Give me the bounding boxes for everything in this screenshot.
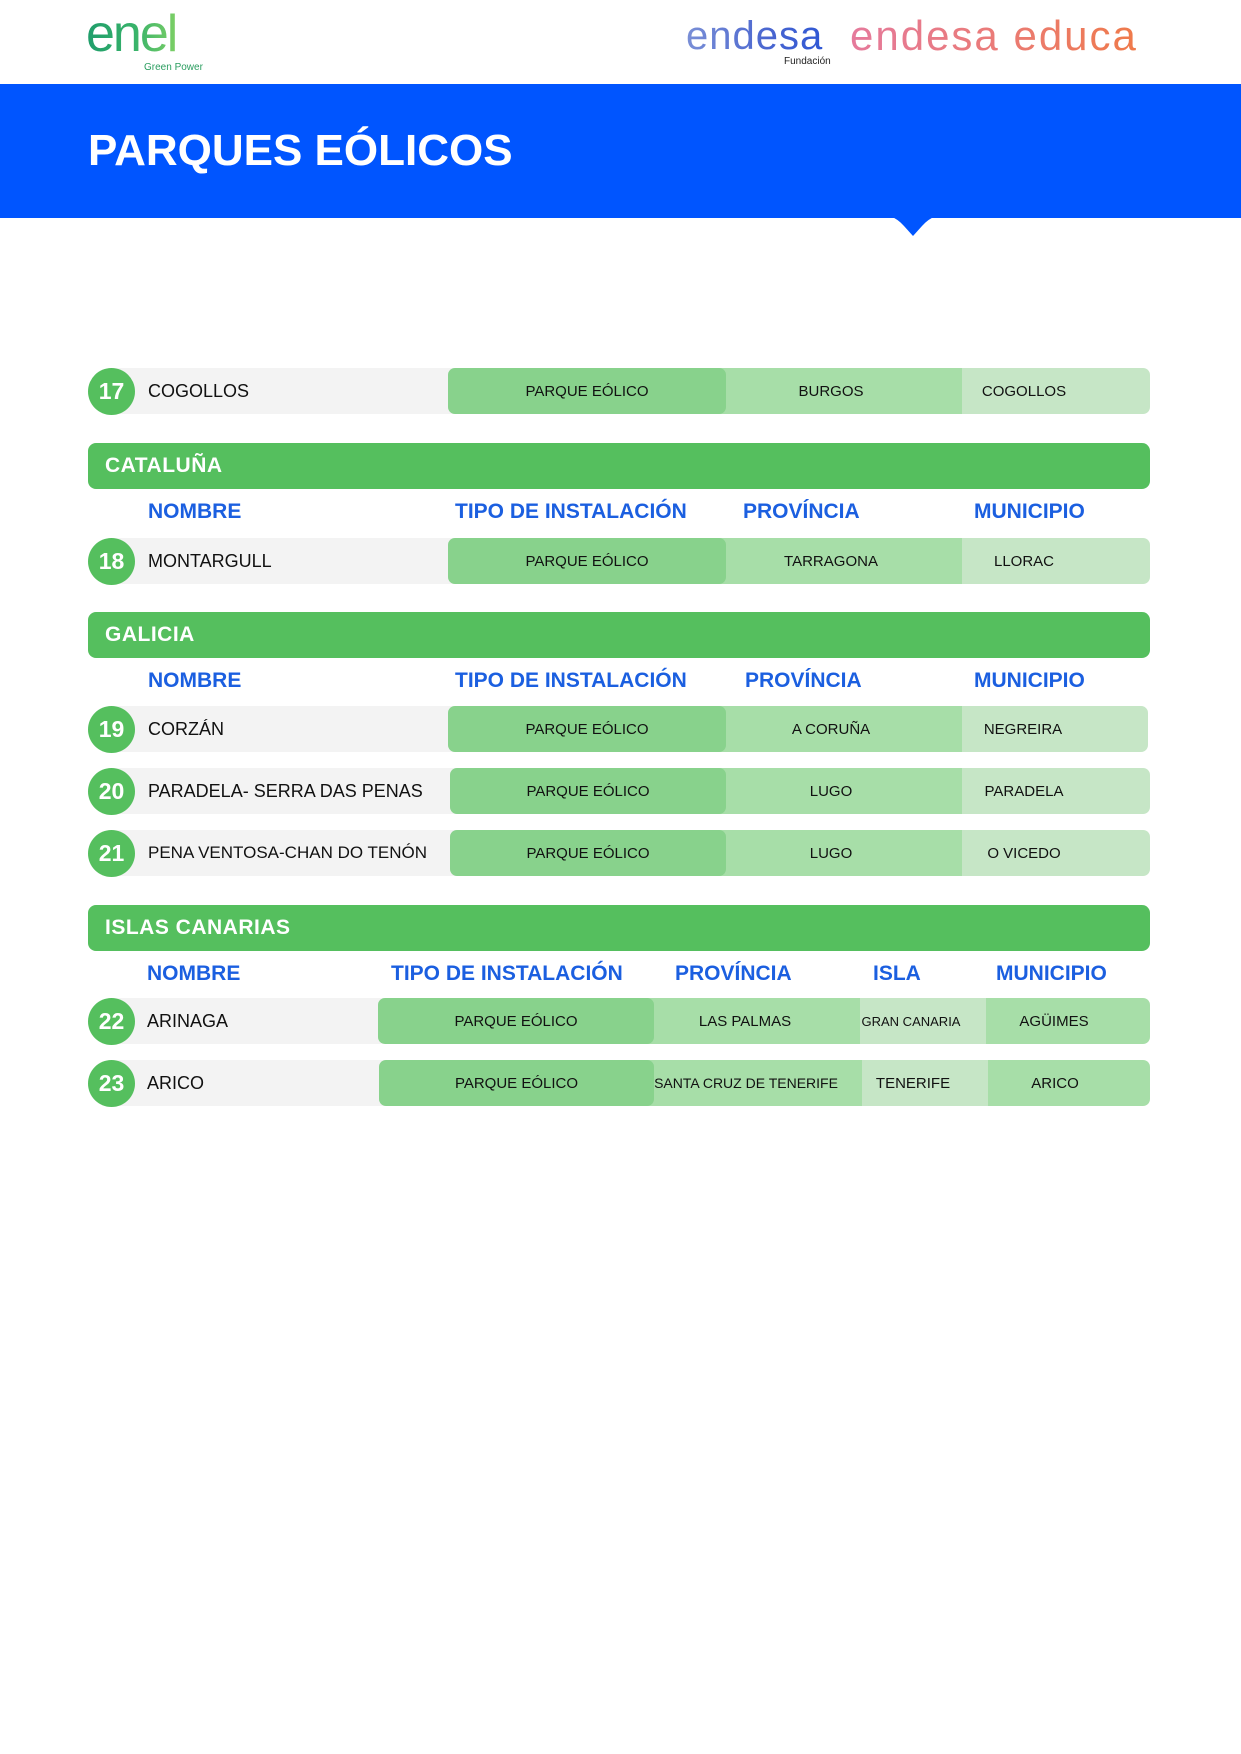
table-row: [88, 1060, 1150, 1106]
table-row: [88, 998, 1150, 1044]
park-name: PARADELA- SERRA DAS PENAS: [148, 781, 423, 801]
top-logo-bar: [0, 0, 1241, 84]
municipio-cell: PARADELA: [898, 768, 1150, 814]
municipio-cell: COGOLLOS: [898, 368, 1150, 414]
enel-logo: [86, 5, 216, 76]
column-header-municipio: MUNICIPIO: [974, 669, 1085, 692]
municipio-cell: ARICO: [960, 1060, 1150, 1106]
column-header-municipio: MUNICIPIO: [974, 500, 1085, 523]
isla-cell: GRAN CANARIA: [836, 998, 986, 1044]
table-row: [88, 768, 1150, 814]
section-title: ISLAS CANARIAS: [105, 916, 291, 939]
row-number-badge: 17: [88, 368, 135, 415]
endesa-logo-word: endesa: [686, 14, 824, 58]
endesa-logo-subtitle: Fundación: [784, 56, 831, 67]
provincia-cell: SANTA CRUZ DE TENERIFE: [630, 1060, 862, 1106]
endesa-fundacion-logo: [686, 14, 836, 70]
endesa-educa-logo: endesa educa: [850, 12, 1138, 59]
municipio-cell: AGÜIMES: [958, 998, 1150, 1044]
tipo-cell: PARQUE EÓLICO: [448, 538, 726, 584]
column-header-provincia: PROVÍNCIA: [743, 500, 860, 523]
tipo-cell: PARQUE EÓLICO: [448, 368, 726, 414]
section-title: GALICIA: [105, 623, 195, 646]
provincia-cell: BURGOS: [700, 368, 962, 414]
provincia-cell: LUGO: [700, 830, 962, 876]
park-name: ARICO: [147, 1073, 205, 1093]
provincia-cell: A CORUÑA: [700, 706, 962, 752]
row-number-badge: 22: [88, 998, 135, 1045]
tipo-cell: PARQUE EÓLICO: [450, 768, 726, 814]
column-header-tipo: TIPO DE INSTALACIÓN: [455, 669, 687, 692]
table-row: [88, 538, 1150, 584]
tipo-cell: PARQUE EÓLICO: [450, 830, 726, 876]
column-header-municipio: MUNICIPIO: [996, 962, 1107, 985]
row-number-badge: 18: [88, 538, 135, 585]
table-row: [88, 368, 1150, 414]
table-row: [88, 706, 1150, 752]
park-name: CORZÁN: [148, 719, 224, 739]
park-name: MONTARGULL: [148, 551, 272, 571]
column-header-tipo: TIPO DE INSTALACIÓN: [391, 962, 623, 985]
tipo-cell: PARQUE EÓLICO: [448, 706, 726, 752]
row-number-badge: 20: [88, 768, 135, 815]
column-header-isla: ISLA: [873, 962, 921, 985]
tipo-cell: PARQUE EÓLICO: [379, 1060, 654, 1106]
provincia-cell: LAS PALMAS: [630, 998, 860, 1044]
park-name: ARINAGA: [147, 1011, 229, 1031]
banner-notch-shape: [0, 212, 1241, 246]
column-header-provincia: PROVÍNCIA: [675, 962, 792, 985]
row-number-badge: 23: [88, 1060, 135, 1107]
municipio-cell: O VICEDO: [898, 830, 1150, 876]
table-row: [88, 830, 1150, 876]
page-title: PARQUES EÓLICOS: [88, 126, 513, 175]
row-number-badge: 21: [88, 830, 135, 877]
provincia-cell: TARRAGONA: [700, 538, 962, 584]
column-header-nombre: NOMBRE: [147, 962, 241, 985]
municipio-cell: LLORAC: [898, 538, 1150, 584]
column-header-tipo: TIPO DE INSTALACIÓN: [455, 500, 687, 523]
column-header-nombre: NOMBRE: [148, 500, 242, 523]
row-number-badge: 19: [88, 706, 135, 753]
tipo-cell: PARQUE EÓLICO: [378, 998, 654, 1044]
title-banner: [0, 84, 1241, 218]
provincia-cell: LUGO: [700, 768, 962, 814]
column-header-provincia: PROVÍNCIA: [745, 669, 862, 692]
section-header-galicia: [88, 612, 1150, 658]
section-title: CATALUÑA: [105, 454, 223, 477]
isla-cell: TENERIFE: [838, 1060, 988, 1106]
municipio-cell: NEGREIRA: [898, 706, 1148, 752]
column-header-nombre: NOMBRE: [148, 669, 242, 692]
section-header-islas-canarias: [88, 905, 1150, 951]
enel-logo-word: enel: [86, 5, 177, 63]
park-name: PENA VENTOSA-CHAN DO TENÓN: [148, 843, 427, 862]
section-header-cataluna: [88, 443, 1150, 489]
park-name: COGOLLOS: [148, 381, 250, 401]
enel-logo-subtitle: Green Power: [144, 62, 203, 73]
